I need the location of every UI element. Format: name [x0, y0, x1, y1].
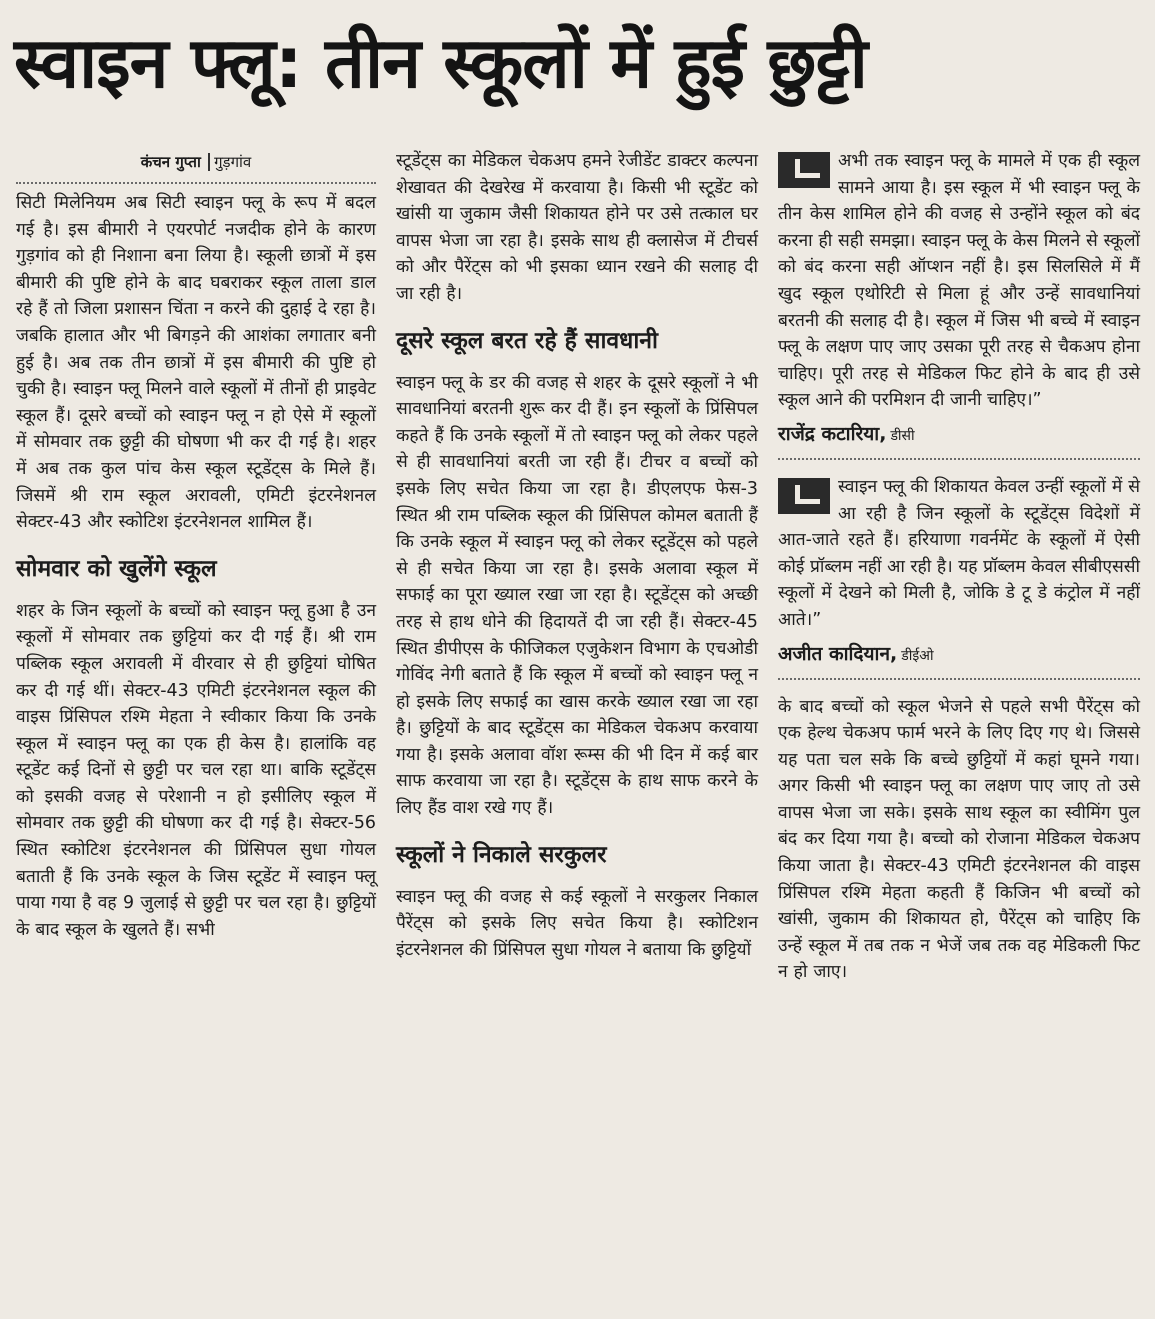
subhead-monday: सोमवार को खुलेंगे स्कूल	[16, 555, 217, 582]
quote-dc-attribution	[778, 414, 1140, 460]
health-form-paragraph: के बाद बच्चों को स्कूल भेजने से पहले सभी पैरेंट्स को एक हेल्थ चेकअप फार्म भरने के लिए दिए गए थे। जिससे यह पता चल सके कि बच्चे छुट्टियों में कहां घूमने गया। अगर किसी भी स्वाइन फ्लू का लक्षण पाए जाए तो उसे वापस भेजा जा सके। इसके साथ स्कूल का स्वीमिंग पुल बंद कर दिया गया है। बच्चो को रोजाना मेडिकल चेकअप किया जाता है। सेक्टर-43 एमिटी इंटरनेशनल की वाइस प्रिंसिपल रश्मि मेहता कहती हैं किजिन भी बच्चों को खांसी, जुकाम की शिकायत हो, पैरेंट्स को चाहिए कि उन्हें स्कूल में तब तक न भेजें जब तक वह मेडिकली फिट न हो जाए।	[778, 696, 1140, 983]
column-2	[396, 148, 758, 963]
quote-deo-name: अजीत कादियान,	[778, 642, 898, 665]
column-1	[16, 148, 376, 943]
subhead-precautions: दूसरे स्कूल बरत रहे हैं सावधानी	[396, 327, 659, 354]
quote-mark-icon	[778, 152, 830, 188]
headline: स्वाइन फ्लू: तीन स्कूलों में हुई छुट्टी	[14, 22, 867, 104]
quote-mark-icon	[778, 478, 830, 514]
byline	[16, 148, 376, 184]
quote-dc-name: राजेंद्र कटारिया,	[778, 422, 887, 445]
quote-deo-attribution	[778, 634, 1140, 680]
byline-author: कंचन गुप्ता	[140, 153, 201, 171]
column-3	[778, 148, 1140, 986]
subhead-circulars: स्कूलों ने निकाले सरकुलर	[396, 841, 607, 868]
quote-deo	[778, 474, 1140, 634]
quote-deo-title: डीईओ	[901, 647, 934, 664]
circulars-paragraph: स्वाइन फ्लू की वजह से कई स्कूलों ने सरकुलर निकाल पैरेंट्स को इसके लिए सचेत किया है। स्कोटिशन इंटरनेशनल की प्रिंसिपल सुधा गोयल ने बताया कि छुट्टियों	[396, 886, 758, 960]
quote-deo-text: स्वाइन फ्लू की शिकायत केवल उन्हीं स्कूलों में से आ रही है जिन स्कूलों के स्टूडेंट्स विदेशों में आत-जाते रहते हैं। हरियाणा गवर्नमेंट के स्कूलों में ऐसी कोई प्रॉब्लम नहीं आ रही है। यह प्रॉब्लम केवल सीबीएससी स्कूलों में देखने को मिली है, जोकि डे टू डे कंट्रोल में नहीं आते।”	[778, 476, 1140, 630]
quote-dc	[778, 148, 1140, 414]
quote-dc-text: अभी तक स्वाइन फ्लू के मामले में एक ही स्कूल सामने आया है। इस स्कूल में भी स्वाइन फ्लू के तीन केस शामिल होने की वजह से उन्होंने स्कूल को बंद करना ही सही समझा। स्वाइन फ्लू के केस मिलने से स्कूलों को बंद करना सही ऑप्शन नहीं है। इस सिलसिले में मैं खुद स्कूल एथोरिटी से मिला हूं और उन्हें सावधानियां बरतनी की सलाह दी है। स्कूल में जिस भी बच्चे में स्वाइन फ्लू के लक्षण पाए जाए उसका पूरी तरह से चैकअप होना चाहिए। पूरी तरह से मेडिकल फिट होने के बाद ही उसे स्कूल आने की परमिशन दी जानी चाहिए।”	[778, 151, 1140, 411]
monday-paragraph: शहर के जिन स्कूलों के बच्चों को स्वाइन फ्लू हुआ है उन स्कूलों में सोमवार तक छुट्टियां कर दी गई हैं। श्री राम पब्लिक स्कूल अरावली में वीरवार से ही छुट्टियां घोषित कर दी गई थीं। सेक्टर-43 एमिटी इंटरनेशनल स्कूल की वाइस प्रिंसिपल रश्मि मेहता ने स्वीकार किया कि उनके स्कूल में स्वाइन फ्लू का एक ही केस है। हालांकि वह स्टूडेंट कई दिनों से छुट्टी पर चल रहा था। बाकि स्टूडेंट्स को इसकी वजह से परेशानी न हो इसीलिए स्कूल में सोमवार तक छुट्टी की घोषणा कर दी गई है। सेक्टर-56 स्थित स्कोटिश इंटरनेशनल की प्रिंसिपल सुधा गोयल बताती हैं कि उनके स्कूल के जिस स्टूडेंट में स्वाइन फ्लू पाया गया है वह 9 जुलाई से छुट्टी पर चल रहा है। छुट्टियों के बाद स्कूल के खुलते हैं। सभी	[16, 600, 376, 940]
byline-location: गुड़गांव	[208, 153, 251, 171]
quote-dc-title: डीसी	[890, 427, 915, 444]
precautions-paragraph: स्वाइन फ्लू के डर की वजह से शहर के दूसरे स्कूलों ने भी सावधानियां बरतनी शुरू कर दी हैं। इन स्कूलों के प्रिंसिपल कहते हैं कि उनके स्कूलों में तो स्वाइन फ्लू को लेकर पहले से ही सावधानियां बरती जा रही हैं। टीचर व बच्चों को इसके लिए सचेत किया जा रहा है। डीएलएफ फेस-3 स्थित श्री राम पब्लिक स्कूल की प्रिंसिपल कोमल बताती हैं कि उनके स्कूल में स्वाइन फ्लू को लेकर स्टूडेंट्स को पहले से ही सचेत किया जा रहा है। इसके अलावा स्कूल में सफाई का पूरा ख्याल रखा जा रहा है। स्टूडेंट्स को अच्छी तरह से हाथ धोने की हिदायतें दी जा रही हैं। सेक्टर-45 स्थित डीपीएस के फीजिकल एजुकेशन विभाग के एचओडी गोविंद नेगी बताते हैं कि स्कूल में बच्चों को स्वाइन फ्लू न हो इसके लिए सफाई का खास करके ख्याल रखा जा रहा है। छुट्टियों के बाद स्टूडेंट्स का मेडिकल चेकअप करवाया गया है। इसके अलावा वॉश रूम्स की भी दिन में कई बार साफ करवाया जा रहा है। स्टूडेंट्स के हाथ साफ करने के लिए हैंड वाश रखे गए हैं।	[396, 372, 758, 819]
checkup-paragraph: स्टूडेंट्स का मेडिकल चेकअप हमने रेजीडेंट डाक्टर कल्पना शेखावत की देखरेख में करवाया है। किसी भी स्टूडेंट को खांसी या जुकाम जैसी शिकायत होने पर उसे तत्काल घर वापस भेजा जा रहा है। इसके साथ ही क्लासेज में टीचर्स को और पैरेंट्स को भी इसका ध्यान रखने की सलाह दी जा रही है।	[396, 151, 758, 304]
intro-paragraph: सिटी मिलेनियम अब सिटी स्वाइन फ्लू के रूप में बदल गई है। इस बीमारी ने एयरपोर्ट नजदीक होने के कारण गुड़गांव को ही निशाना बना लिया है। स्कूली छात्रों में इस बीमारी की पुष्टि होने के बाद घबराकर स्कूल ताला डाल रहे हैं तो जिला प्रशासन चिंता न करने की दुहाई दे रहा है। जबकि हालात और भी बिगड़ने की आशंका लगातार बनी हुई है। अब तक तीन छात्रों में इस बीमारी की पुष्टि हो चुकी है। स्वाइन फ्लू मिलने वाले स्कूलों में तीनों ही प्राइवेट स्कूल हैं। दूसरे बच्चों को स्वाइन फ्लू न हो ऐसे में स्कूलों में सोमवार तक छुट्टी की घोषणा भी कर दी गई है। शहर में अब तक कुल पांच केस स्कूल स्टूडेंट्स के मिले हैं। जिसमें श्री राम स्कूल अरावली, एमिटी इंटरनेशनल सेक्टर-43 और स्कोटिश इंटरनेशनल शामिल हैं।	[16, 193, 376, 533]
